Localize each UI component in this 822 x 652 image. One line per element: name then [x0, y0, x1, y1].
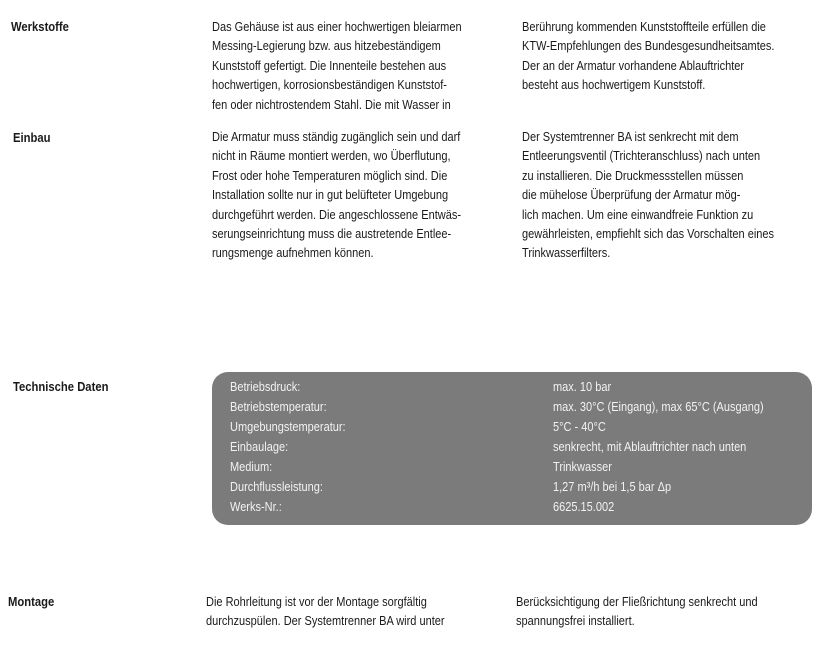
text-line: Berücksichtigung der Fließrichtung senkrecht und	[516, 594, 758, 609]
werkstoffe-left-column	[212, 17, 502, 114]
row-label: Werks-Nr.:	[230, 499, 282, 514]
heading-montage: Montage	[8, 595, 55, 609]
table-row	[230, 377, 800, 397]
text-line: Berührung kommenden Kunststoffteile erfüllen die	[522, 19, 766, 34]
row-value: max. 30°C (Eingang), max 65°C (Ausgang)	[553, 399, 764, 414]
text-line: hochwertigen, korrosionsbeständigen Kunststof-	[212, 77, 447, 93]
row-label: Medium:	[230, 459, 273, 474]
text-line: nicht in Räume montiert werden, wo Überflutung,	[212, 148, 451, 164]
table-row	[230, 477, 800, 497]
text-line: fen oder nichtrostendem Stahl. Die mit Wasser in	[212, 96, 451, 112]
text-line: KTW-Empfehlungen des Bundesgesundheitsamtes.	[522, 38, 775, 54]
technical-data-table	[212, 372, 812, 525]
text-line: Installation sollte nur in gut belüfteter Umgebung	[212, 187, 449, 203]
table-row	[230, 457, 800, 477]
row-value: 6625.15.002	[553, 499, 615, 514]
table-row	[230, 397, 800, 417]
text-line: die mühelose Überprüfung der Armatur mög-	[522, 187, 741, 203]
text-line: Die Rohrleitung ist vor der Montage sorgfältig	[206, 594, 427, 609]
text-line: gewährleisten, empfiehlt sich das Vorschalten eines	[522, 225, 775, 241]
row-label: Einbaulage:	[230, 439, 289, 454]
text-line: Entleerungsventil (Trichteranschluss) nach unten	[522, 148, 761, 164]
montage-left-column	[206, 592, 483, 631]
text-line: durchzuspülen. Der Systemtrenner BA wird unter	[206, 613, 445, 629]
text-line: Der Systemtrenner BA ist senkrecht mit dem	[522, 129, 739, 144]
text-line: Das Gehäuse ist aus einer hochwertigen bleiarmen	[212, 19, 462, 34]
row-value: 1,27 m³/h bei 1,5 bar Δp	[553, 479, 672, 494]
row-value: Trinkwasser	[553, 459, 612, 474]
text-line: serungseinrichtung muss die austretende Entlee-	[212, 225, 452, 241]
row-label: Betriebsdruck:	[230, 379, 301, 394]
row-label: Betriebstemperatur:	[230, 399, 327, 414]
text-line: Frost oder hohe Temperaturen möglich sind. Die	[212, 167, 448, 183]
table-row	[230, 417, 800, 437]
table-row	[230, 437, 800, 457]
row-value: 5°C - 40°C	[553, 419, 606, 434]
text-line: Die Armatur muss ständig zugänglich sein und darf	[212, 129, 461, 144]
row-label: Durchflussleistung:	[230, 479, 323, 494]
text-line: Der an der Armatur vorhandene Ablauftrichter	[522, 57, 745, 73]
text-line: zu installieren. Die Druckmessstellen müssen	[522, 167, 744, 183]
heading-werkstoffe: Werkstoffe	[11, 20, 69, 34]
text-line: besteht aus hochwertigem Kunststoff.	[522, 77, 706, 93]
text-line: Trinkwasserfilters.	[522, 245, 611, 261]
row-value: senkrecht, mit Ablauftrichter nach unten	[553, 439, 747, 454]
werkstoffe-right-column	[522, 17, 816, 95]
montage-right-column	[516, 592, 797, 631]
einbau-left-column	[212, 127, 502, 263]
text-line: Messing-Legierung bzw. aus hitzebeständigem	[212, 38, 441, 54]
text-line: lich machen. Um eine einwandfreie Funktion zu	[522, 206, 754, 222]
text-line: durchgeführt werden. Die angeschlossene Entwäs-	[212, 206, 461, 222]
einbau-right-column	[522, 127, 815, 263]
text-line: rungsmenge aufnehmen können.	[212, 245, 374, 261]
text-line: spannungsfrei installiert.	[516, 613, 635, 629]
heading-technische-daten: Technische Daten	[13, 380, 109, 394]
heading-einbau: Einbau	[13, 131, 51, 145]
row-value: max. 10 bar	[553, 379, 612, 394]
row-label: Umgebungstemperatur:	[230, 419, 346, 434]
text-line: Kunststoff gefertigt. Die Innenteile bestehen aus	[212, 57, 447, 73]
table-row	[230, 497, 800, 517]
